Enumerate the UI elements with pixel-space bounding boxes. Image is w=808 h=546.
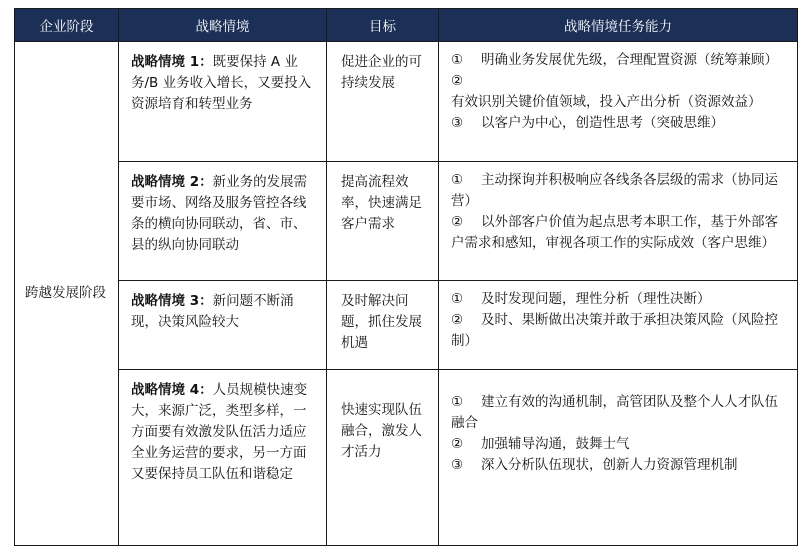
ability-text: 有效识别关键价值领域，投入产出分析（资源效益） (451, 94, 762, 110)
ability-item (451, 392, 791, 434)
ability-number: ③ (451, 457, 464, 473)
stage-cell: 跨越发展阶段 (15, 42, 119, 546)
scenario-text: 既要保持 A 业务/B 业务收入增长，又要投入资源培育和转型业务 (131, 54, 312, 112)
table-row (15, 370, 798, 546)
ability-item (451, 50, 791, 71)
ability-item (451, 310, 791, 352)
goal-cell: 促进企业的可持续发展 (327, 42, 439, 162)
scenario-text: 人员规模快速变大，来源广泛，类型多样，一方面要有效激发队伍活力适应全业务运营的要求，另一方面又要保持员工队伍和谐稳定 (131, 382, 308, 482)
abilities-cell (439, 162, 798, 281)
ability-text: 明确业务发展优先级，合理配置资源（统筹兼顾） (481, 52, 778, 68)
abilities-cell (439, 370, 798, 546)
header-scenario: 战略情境 (119, 9, 327, 42)
header-abilities: 战略情境任务能力 (439, 9, 798, 42)
ability-item (451, 113, 791, 134)
ability-text: 以外部客户价值为起点思考本职工作，基于外部客户需求和感知，审视各项工作的实际成效（客户思维） (451, 214, 778, 251)
ability-text: 及时发现问题，理性分析（理性决断） (481, 291, 711, 307)
ability-text: 以客户为中心，创造性思考（突破思维） (481, 115, 724, 131)
ability-number: ① (451, 172, 464, 188)
table-row (15, 281, 798, 370)
goal-cell: 提高流程效率，快速满足客户需求 (327, 162, 439, 281)
ability-item (451, 212, 791, 254)
ability-item (451, 71, 791, 113)
ability-item (451, 289, 791, 310)
scenario-text: 新业务的发展需要市场、网络及服务管控各线条的横向协同联动，省、市、县的纵向协同联动 (131, 174, 308, 253)
scenario-label: 战略情境 3： (131, 293, 213, 309)
ability-text: 建立有效的沟通机制，高管团队及整个人人才队伍融合 (451, 394, 778, 431)
ability-number: ③ (451, 115, 464, 131)
header-goal: 目标 (327, 9, 439, 42)
strategy-table-container (14, 8, 798, 546)
strategy-table (14, 8, 798, 546)
abilities-cell (439, 281, 798, 370)
ability-item (451, 455, 791, 476)
scenario-label: 战略情境 1： (131, 54, 213, 70)
ability-number: ① (451, 394, 464, 410)
ability-text: 加强辅导沟通，鼓舞士气 (481, 436, 630, 452)
scenario-label: 战略情境 4： (131, 382, 213, 398)
table-row (15, 162, 798, 281)
ability-text: 及时、果断做出决策并敢于承担决策风险（风险控制） (451, 312, 778, 349)
ability-text: 深入分析队伍现状，创新人力资源管理机制 (481, 457, 738, 473)
ability-number: ② (451, 73, 464, 89)
ability-item (451, 170, 791, 212)
ability-text: 主动探询并积极响应各线条各层级的需求（协同运营） (451, 172, 778, 209)
scenario-cell (119, 281, 327, 370)
scenario-cell (119, 42, 327, 162)
abilities-cell (439, 42, 798, 162)
table-header-row (15, 9, 798, 42)
scenario-cell (119, 162, 327, 281)
scenario-cell (119, 370, 327, 546)
goal-cell: 及时解决问题，抓住发展机遇 (327, 281, 439, 370)
ability-number: ② (451, 214, 464, 230)
scenario-label: 战略情境 2： (131, 174, 213, 190)
goal-cell: 快速实现队伍融合，激发人才活力 (327, 370, 439, 546)
table-row (15, 42, 798, 162)
ability-number: ② (451, 312, 464, 328)
ability-number: ① (451, 52, 464, 68)
scenario-text: 新问题不断涌现，决策风险较大 (131, 293, 294, 330)
header-stage: 企业阶段 (15, 9, 119, 42)
ability-number: ② (451, 436, 464, 452)
ability-number: ① (451, 291, 464, 307)
ability-item (451, 434, 791, 455)
